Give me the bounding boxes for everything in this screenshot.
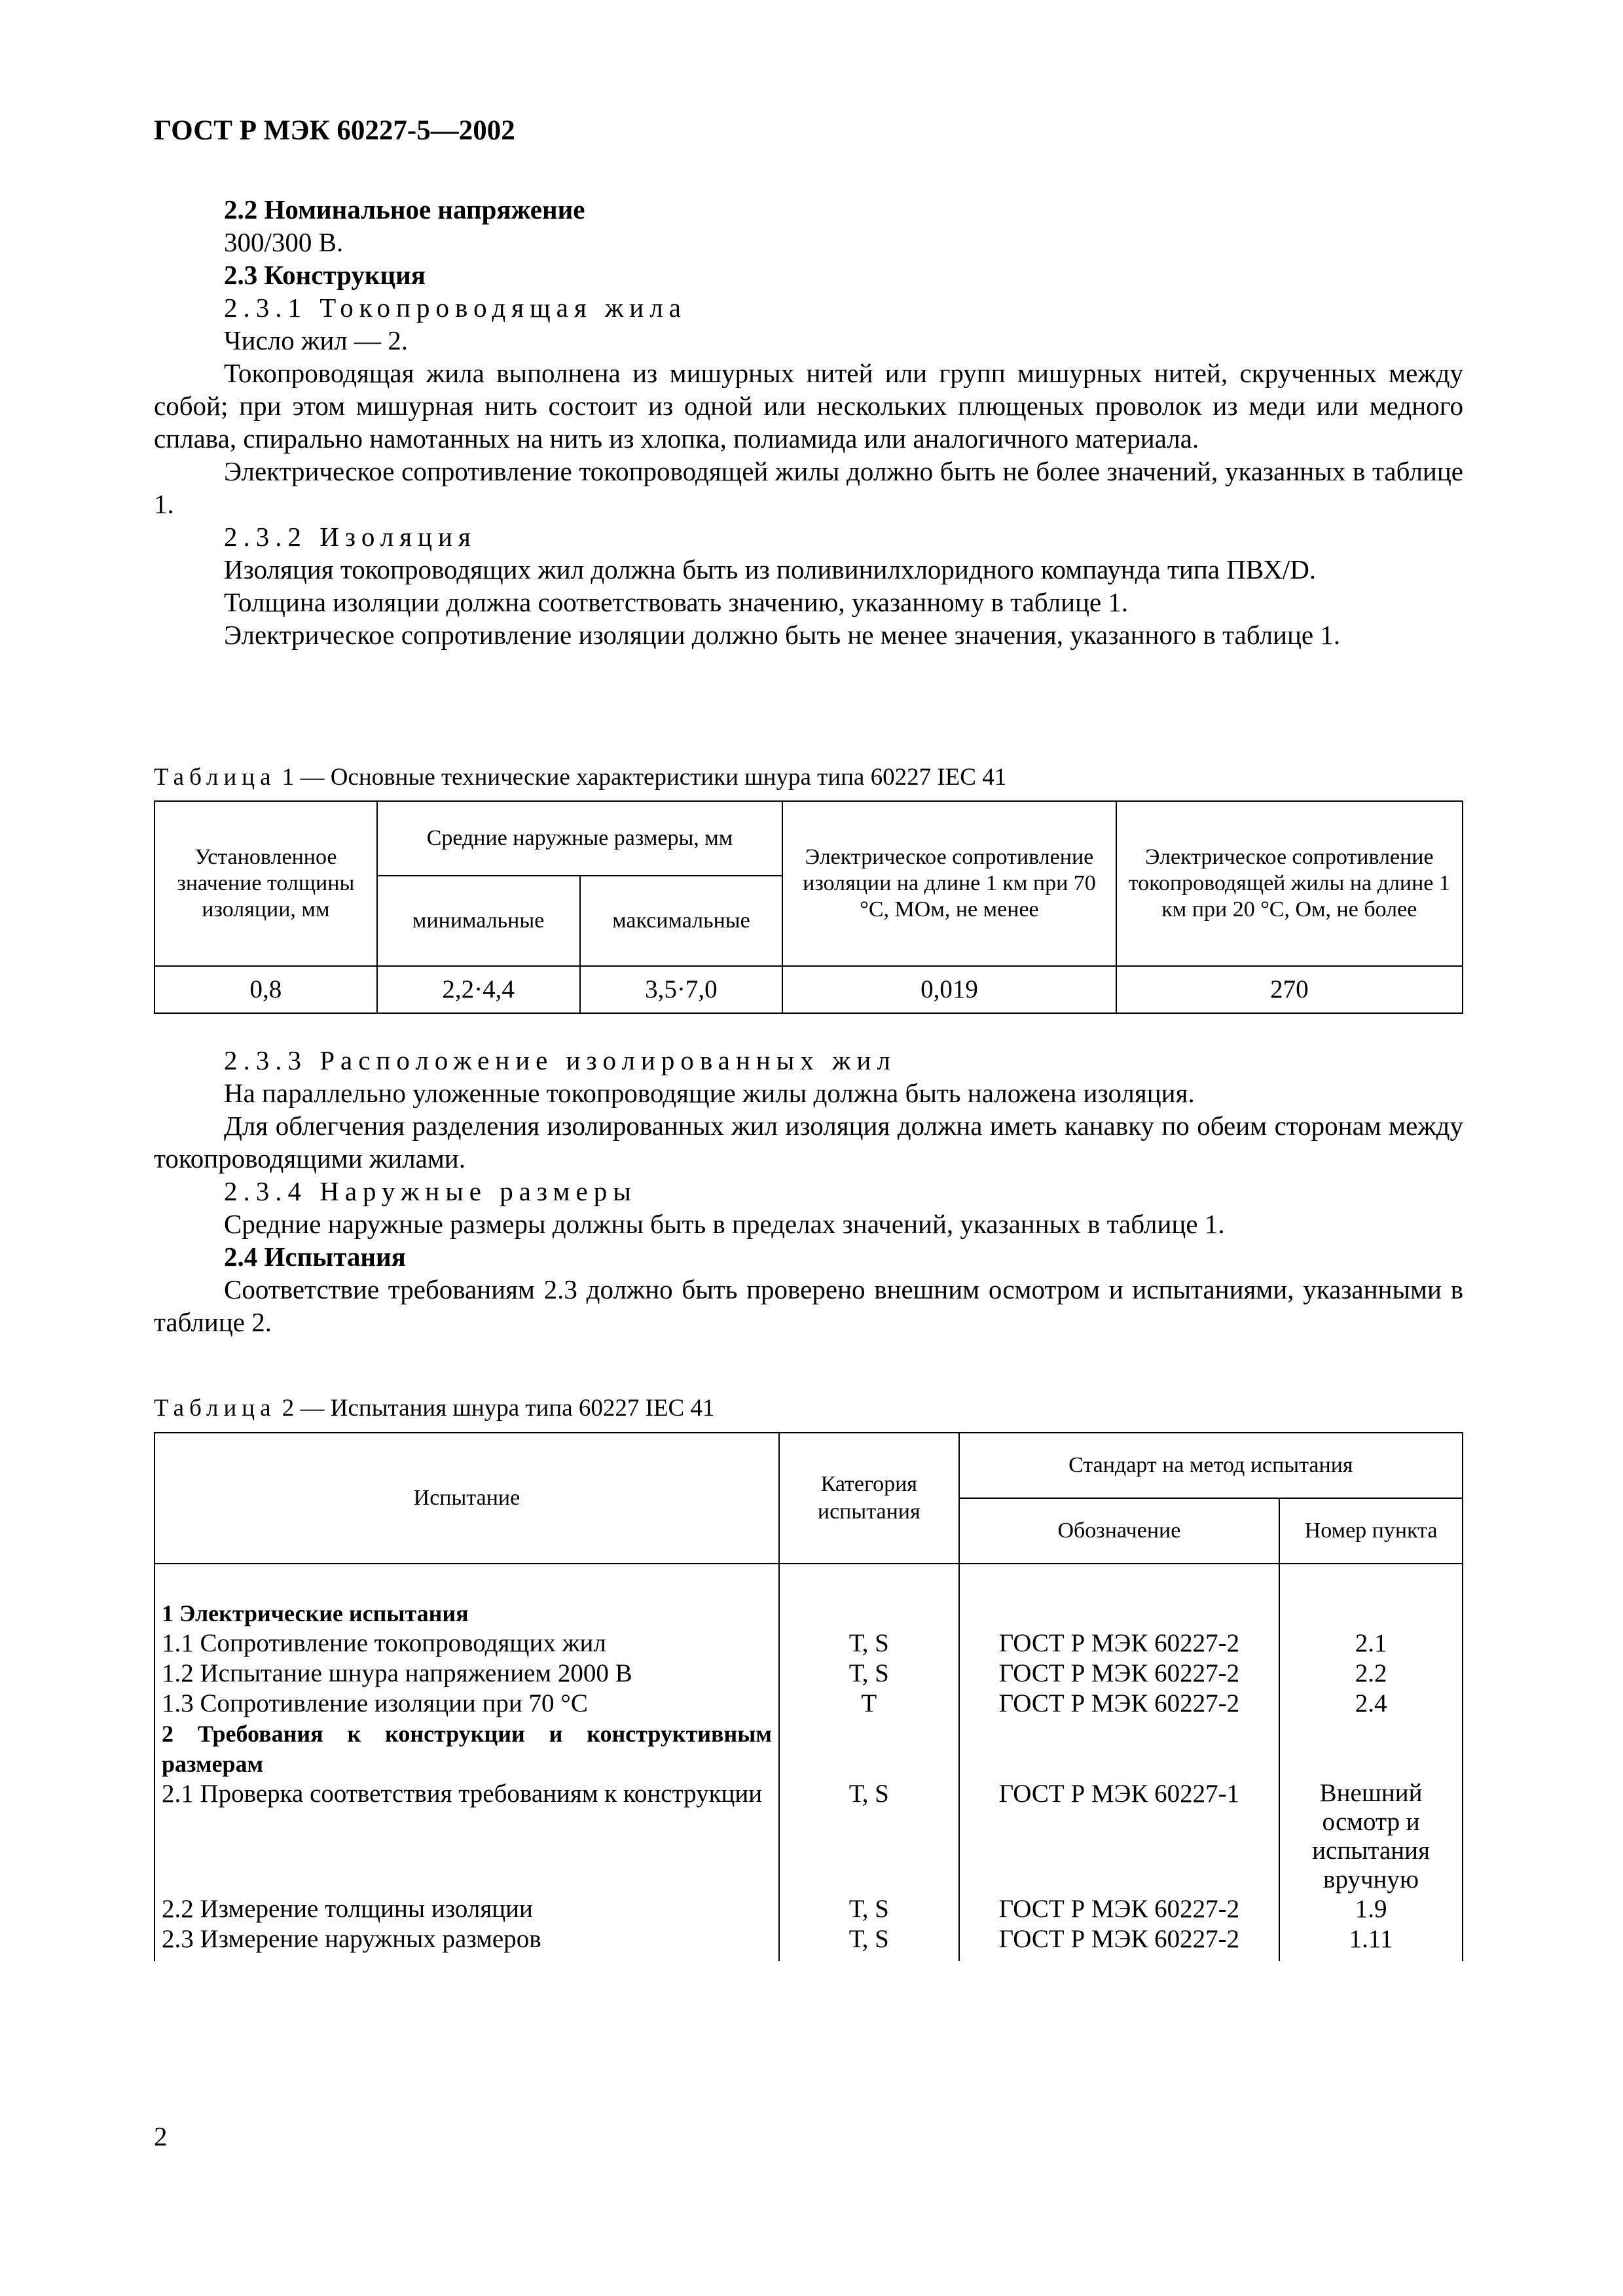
text-block-top — [154, 193, 1463, 651]
paragraph: На параллельно уложенные токопроводящие жилы должна быть наложена изоляция. — [224, 1078, 1195, 1108]
table-row — [155, 1628, 1463, 1659]
paragraph: Токопроводящая жила выполнена из мишурных нитей или групп мишурных нитей, скрученных между собой; при этом мишурная нить состоит из одной или нескольких плющеных проволок из меди или медного сплава, спирально намотанных на нить из хлопка, полиамида или аналогичного материала. — [154, 358, 1463, 454]
table1-cell-conductor-resistance: 270 — [1116, 966, 1463, 1013]
rated-voltage-value: 300/300 В. — [224, 227, 344, 257]
table1-cell-thickness: 0,8 — [155, 966, 377, 1013]
paragraph: Электрическое сопротивление изоляции должно быть не менее значения, указанного в таблице 1. — [224, 620, 1341, 650]
table2-header-standard: Стандарт на метод испытания — [959, 1433, 1463, 1498]
document-header: ГОСТ Р МЭК 60227-5—2002 — [154, 115, 515, 146]
table1-header-max: максимальные — [580, 876, 783, 966]
paragraph: Средние наружные размеры должны быть в пределах значений, указанных в таблице 1. — [224, 1209, 1225, 1239]
heading-2-4: 2.4 Испытания — [224, 1242, 406, 1272]
table-1 — [154, 800, 1463, 1014]
table2-header-clause: Номер пункта — [1279, 1498, 1463, 1564]
heading-2-3: 2.3 Конструкция — [224, 260, 426, 290]
table1-header-conductor-resistance: Электрическое сопротивление токопроводящей жилы на длине 1 км при 20 °С, Ом, не более — [1116, 801, 1463, 966]
table2-cell-clause: 2.4 — [1279, 1689, 1463, 1719]
table-row — [155, 1659, 1463, 1689]
paragraph: Соответствие требованиям 2.3 должно быть проверено внешним осмотром и испытаниями, указанными в таблице 2. — [154, 1274, 1463, 1337]
table2-cell-clause: 2.2 — [1279, 1659, 1463, 1689]
paragraph: Изоляция токопроводящих жил должна быть из поливинилхлоридного компаунда типа ПВХ/D. — [224, 554, 1317, 584]
table2-caption-label: Таблица — [154, 1395, 276, 1422]
table-row — [155, 966, 1463, 1013]
table2-cell-clause: Внешний осмотр и испытания вручную — [1279, 1779, 1463, 1894]
heading-2-3-3: 2.3.3 Расположение изолированных жил — [224, 1045, 896, 1075]
table1-header-dims: Средние наружные размеры, мм — [377, 801, 783, 876]
table-row — [155, 1779, 1463, 1894]
table1-cell-min: 2,2·4,4 — [377, 966, 580, 1013]
table1-header-insulation-resistance: Электрическое сопротивление изоляции на длине 1 км при 70 °С, МОм, не менее — [782, 801, 1116, 966]
table2-cell-category: Т, S — [779, 1924, 959, 1961]
table2-cell-category: Т, S — [779, 1628, 959, 1659]
heading-2-3-2: 2.3.2 Изоляция — [224, 522, 477, 552]
table1-caption — [154, 763, 1006, 791]
table2-section-title: 2 Требования к конструкции и конструктивным размерам — [155, 1719, 779, 1779]
table2-caption — [154, 1394, 714, 1422]
paragraph: Для облегчения разделения изолированных жил изоляция должна иметь канавку по обеим сторонам между токопроводящими жилами. — [154, 1111, 1463, 1174]
table1-header-min: минимальные — [377, 876, 580, 966]
page-number: 2 — [154, 2121, 168, 2151]
table-row — [155, 1598, 1463, 1628]
table-row — [155, 1689, 1463, 1719]
table2-cell-clause: 2.1 — [1279, 1628, 1463, 1659]
table2-header-category: Категория испытания — [779, 1433, 959, 1564]
heading-2-3-1: 2.3.1 Токопроводящая жила — [224, 293, 687, 323]
table2-cell-standard: ГОСТ Р МЭК 60227-2 — [959, 1659, 1279, 1689]
table-row — [155, 1719, 1463, 1779]
table2-cell-standard: ГОСТ Р МЭК 60227-2 — [959, 1628, 1279, 1659]
table2-cell-category: Т, S — [779, 1894, 959, 1924]
table1-caption-text: 1 — Основные технические характеристики шнура типа 60227 IEC 41 — [282, 764, 1007, 791]
table2-cell-test: 2.3 Измерение наружных размеров — [155, 1924, 779, 1961]
heading-2-2: 2.2 Номинальное напряжение — [224, 194, 585, 224]
paragraph: Толщина изоляции должна соответствовать значению, указанному в таблице 1. — [224, 587, 1129, 617]
table2-header-test: Испытание — [155, 1433, 779, 1564]
paragraph: Число жил — 2. — [224, 325, 408, 355]
table1-header-thickness: Установленное значение толщины изоляции, мм — [155, 801, 377, 966]
table2-cell-test: 1.3 Сопротивление изоляции при 70 °С — [155, 1689, 779, 1719]
table-row — [155, 1924, 1463, 1961]
table2-header-designation: Обозначение — [959, 1498, 1279, 1564]
table1-cell-max: 3,5·7,0 — [580, 966, 783, 1013]
table1-cell-insulation-resistance: 0,019 — [782, 966, 1116, 1013]
table2-cell-test: 1.2 Испытание шнура напряжением 2000 В — [155, 1659, 779, 1689]
table2-cell-standard: ГОСТ Р МЭК 60227-1 — [959, 1779, 1279, 1894]
paragraph: Электрическое сопротивление токопроводящей жилы должно быть не более значений, указанных в таблице 1. — [154, 456, 1463, 519]
table2-cell-clause: 1.9 — [1279, 1894, 1463, 1924]
table2-cell-standard: ГОСТ Р МЭК 60227-2 — [959, 1689, 1279, 1719]
table2-caption-text: 2 — Испытания шнура типа 60227 IEC 41 — [282, 1395, 715, 1422]
table2-cell-category: Т — [779, 1689, 959, 1719]
table2-cell-standard: ГОСТ Р МЭК 60227-2 — [959, 1924, 1279, 1961]
table2-cell-category: Т, S — [779, 1779, 959, 1894]
table2-cell-standard: ГОСТ Р МЭК 60227-2 — [959, 1894, 1279, 1924]
table2-cell-category: Т, S — [779, 1659, 959, 1689]
table-2 — [154, 1432, 1463, 1961]
table2-cell-test: 2.1 Проверка соответствия требованиям к конструкции — [155, 1779, 779, 1894]
table2-cell-test: 1.1 Сопротивление токопроводящих жил — [155, 1628, 779, 1659]
table-row — [155, 1894, 1463, 1924]
table1-caption-label: Таблица — [154, 764, 276, 791]
table2-cell-clause: 1.11 — [1279, 1924, 1463, 1961]
table2-section-title: 1 Электрические испытания — [155, 1598, 779, 1628]
text-block-middle — [154, 1044, 1463, 1338]
table2-cell-test: 2.2 Измерение толщины изоляции — [155, 1894, 779, 1924]
heading-2-3-4: 2.3.4 Наружные размеры — [224, 1176, 637, 1206]
